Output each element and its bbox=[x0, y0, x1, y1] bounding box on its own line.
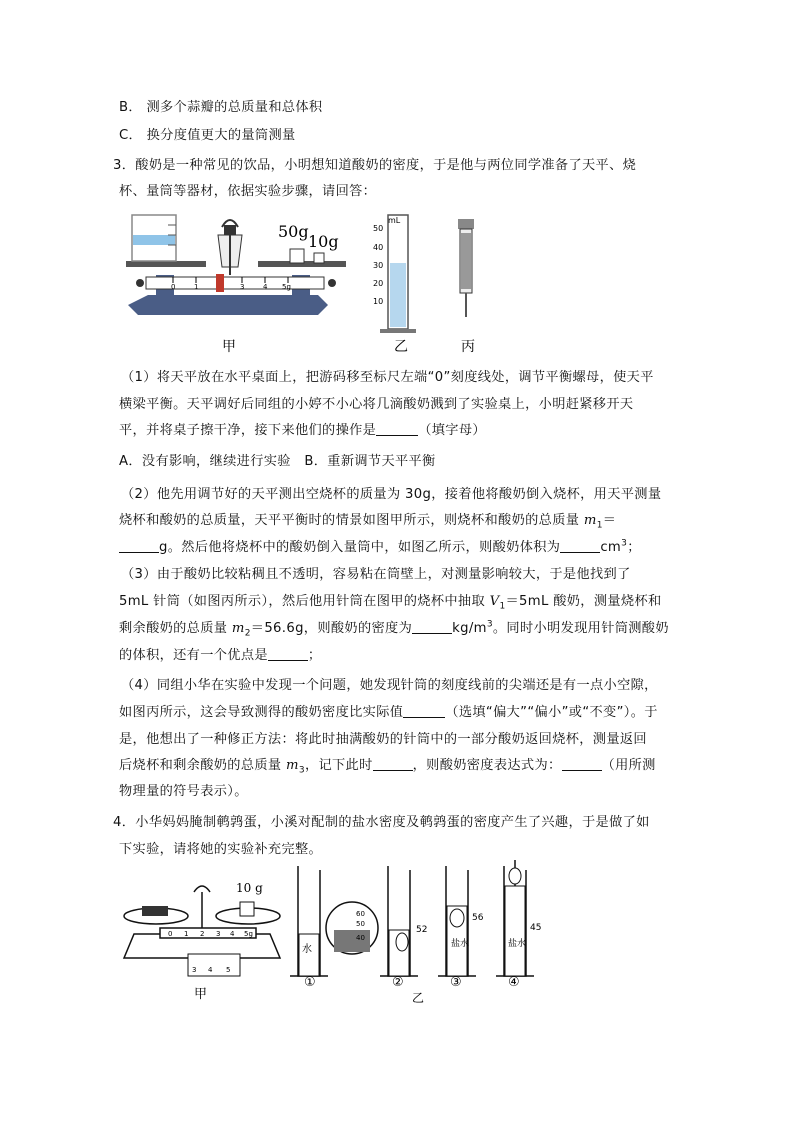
svg-text:40: 40 bbox=[373, 243, 384, 252]
q3-part3-line3: 剩余酸奶的总质量 $m_2=56.6g$，则酸奶的密度为 $kg/m^3$。同时小明发现用针筒测酸奶 bbox=[119, 619, 669, 639]
q3-part2-line1: （2）他先用调节好的天平测出空烧杯的质量为 30g，接着他将酸奶倒入烧杯，用天平测量 bbox=[121, 487, 662, 502]
answer-blank-2[interactable] bbox=[119, 539, 159, 553]
q3-line-1: 3．酸奶是一种常见的饮品，小明想知道酸奶的密度，于是他与两位同学准备了天平、烧 bbox=[113, 158, 637, 173]
q3-part4-line2: 如图丙所示，这会导致测得的酸奶密度比实际值 （选填“偏大”“偏小”或“不变”）。于 bbox=[119, 705, 658, 720]
q4-line-2: 下实验，请将她的实验补充完整。 bbox=[119, 842, 323, 857]
q3-part1-line1: （1）将天平放在水平桌面上，把游码移至标尺左端“0”刻度线处，调节平衡螺母，使天平 bbox=[121, 370, 654, 385]
answer-blank-7[interactable] bbox=[373, 757, 413, 771]
svg-text:30: 30 bbox=[373, 261, 384, 270]
svg-text:丙: 丙 bbox=[461, 339, 475, 355]
svg-text:3: 3 bbox=[192, 966, 197, 974]
svg-text:盐水: 盐水 bbox=[451, 939, 470, 949]
left-pan bbox=[126, 261, 206, 267]
measuring-cylinder bbox=[373, 215, 416, 333]
weight-50g bbox=[290, 249, 304, 263]
q3-part3-line2: 5mL 针筒（如图丙所示），然后他用针筒在图甲的烧杯中抽取 $V_1=5mL$ 酸奶，测量烧杯和 bbox=[119, 594, 662, 612]
svg-text:甲: 甲 bbox=[194, 987, 208, 1002]
svg-text:45: 45 bbox=[530, 923, 542, 933]
answer-blank-5[interactable] bbox=[268, 647, 308, 661]
svg-text:56: 56 bbox=[472, 913, 484, 923]
svg-text:3: 3 bbox=[240, 283, 245, 291]
q4-line-1: 4．小华妈妈腌制鹌鹑蛋，小溪对配制的盐水密度及鹌鹑蛋的密度产生了兴趣，于是做了如 bbox=[113, 815, 650, 830]
q3-line-2: 杯、量筒等器材，依据实验步骤，请回答： bbox=[119, 184, 377, 199]
svg-text:1: 1 bbox=[194, 283, 199, 291]
q3-part2-line3: g。然后他将烧杯中的酸奶倒入量筒中，如图乙所示，则酸奶体积为 $cm^3$； bbox=[119, 536, 641, 555]
svg-text:3: 3 bbox=[216, 930, 221, 938]
svg-text:1: 1 bbox=[184, 930, 189, 938]
svg-text:5g: 5g bbox=[244, 930, 253, 938]
q3-part1-line3: 平，并将桌子擦干净，接下来他们的操作是 （填字母） bbox=[119, 423, 486, 438]
weight-10g-2 bbox=[240, 902, 254, 916]
q3-part3-line4: 的体积，还有一个优点是 ； bbox=[119, 648, 322, 663]
svg-text:60: 60 bbox=[356, 910, 365, 918]
svg-text:50: 50 bbox=[373, 224, 384, 233]
answer-blank-4[interactable] bbox=[412, 620, 452, 634]
svg-text:水: 水 bbox=[302, 944, 312, 955]
svg-text:5: 5 bbox=[226, 966, 231, 974]
svg-text:mL: mL bbox=[388, 216, 401, 225]
svg-text:4: 4 bbox=[208, 966, 213, 974]
svg-text:甲: 甲 bbox=[222, 339, 236, 355]
balance-2 bbox=[124, 886, 280, 958]
q3-part4-line5: 物理量的符号表示）。 bbox=[119, 784, 248, 799]
q3-part4-line4: 后烧杯和剩余酸奶的总质量 $m_3$，记下此时 ，则酸奶密度表达式为： （用所测 bbox=[119, 758, 656, 776]
svg-text:50g: 50g bbox=[278, 222, 309, 241]
answer-blank-3[interactable] bbox=[560, 539, 600, 553]
q3-part4-line1: （4）同组小华在实验中发现一个问题，她发现针筒的刻度线前的尖端还是有一点小空隙， bbox=[121, 678, 658, 693]
svg-text:乙: 乙 bbox=[412, 991, 425, 1005]
rider bbox=[216, 274, 224, 292]
answer-blank-8[interactable] bbox=[562, 757, 602, 771]
q3-part1-line2: 横梁平衡。天平调好后同组的小婷不小心将几滴酸奶溅到了实验桌上，小明赶紧移开天 bbox=[119, 397, 634, 412]
svg-text:20: 20 bbox=[373, 279, 384, 288]
svg-text:2: 2 bbox=[200, 930, 205, 938]
svg-text:0: 0 bbox=[168, 930, 173, 938]
answer-blank-6[interactable] bbox=[403, 704, 445, 718]
svg-text:4: 4 bbox=[263, 283, 268, 291]
q3-part4-line3: 是，他想出了一种修正方法：将此时抽满酸奶的针筒中的一部分酸奶返回烧杯，测量返回 bbox=[119, 732, 647, 747]
svg-text:③: ③ bbox=[450, 975, 462, 990]
figure-2 bbox=[120, 858, 550, 1008]
figure-1 bbox=[118, 205, 558, 355]
svg-text:②: ② bbox=[392, 975, 404, 990]
q3-part2-line2: 烧杯和酸奶的总质量，天平平衡时的情景如图甲所示，则烧杯和酸奶的总质量 $m_1=$ bbox=[119, 513, 617, 531]
syringe bbox=[458, 219, 474, 317]
q3-options: A．没有影响，继续进行实验 B．重新调节天平平衡 bbox=[119, 454, 436, 469]
svg-text:④: ④ bbox=[508, 975, 520, 990]
svg-text:52: 52 bbox=[416, 925, 428, 935]
svg-text:10g: 10g bbox=[308, 232, 339, 251]
svg-text:10 g: 10 g bbox=[236, 881, 263, 895]
balance-base bbox=[128, 295, 328, 315]
svg-text:0: 0 bbox=[171, 283, 176, 291]
svg-text:50: 50 bbox=[356, 920, 365, 928]
svg-text:10: 10 bbox=[373, 297, 384, 306]
svg-text:4: 4 bbox=[230, 930, 235, 938]
option-b: B． 测多个蒜瓣的总质量和总体积 bbox=[119, 100, 323, 115]
svg-text:盐水: 盐水 bbox=[508, 939, 527, 949]
svg-text:乙: 乙 bbox=[394, 339, 408, 355]
answer-blank-1[interactable] bbox=[376, 422, 418, 436]
q3-part3-line1: （3）由于酸奶比较粘稠且不透明，容易粘在筒壁上，对测量影响较大，于是他找到了 bbox=[121, 567, 631, 582]
svg-text:40: 40 bbox=[356, 934, 365, 942]
option-c: C． 换分度值更大的量筒测量 bbox=[119, 128, 296, 143]
svg-text:5g: 5g bbox=[282, 283, 291, 291]
weight-10g bbox=[314, 253, 324, 263]
svg-text:①: ① bbox=[304, 975, 316, 990]
